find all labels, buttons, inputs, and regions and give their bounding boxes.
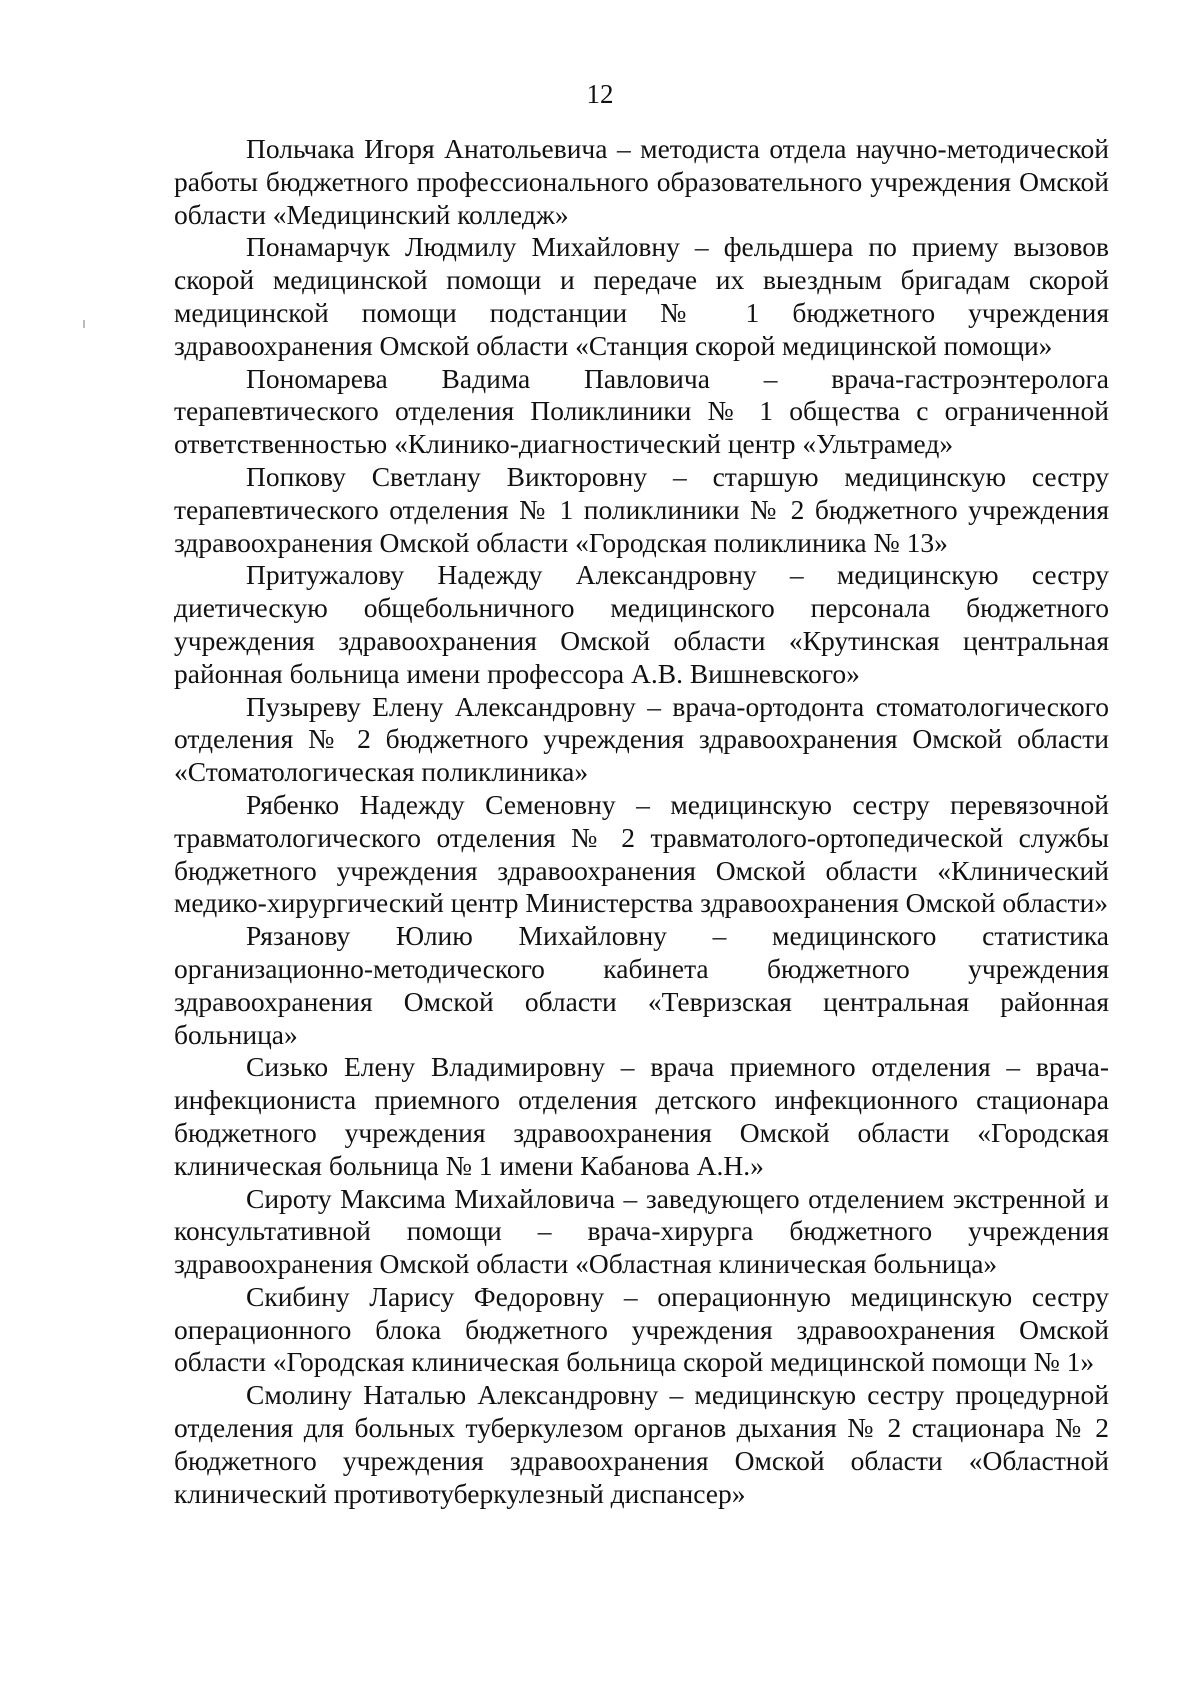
- page-number: 12: [586, 79, 614, 109]
- award-entry: Скибину Ларису Федоровну – операционную медицинскую сестру операционного блока бюджетного учреждения здравоохранения Омской области «Городская клиническая больница скорой медицинской помощи № 1»: [174, 1280, 1109, 1378]
- award-entry: Польчака Игоря Анатольевича – методиста отдела научно-методической работы бюджетного профессионального образовательного учреждения Омской области «Медицинский колледж»: [174, 133, 1109, 230]
- award-entry: Рябенко Надежду Семеновну – медицинскую сестру перевязочной травматологического отделения № 2 травматолого-ортопедической службы бюджетного учреждения здравоохранения Омской области «Клинический медико-хирургический центр Министерства здравоохранения Омской области»: [174, 788, 1109, 919]
- award-entry: Попкову Светлану Викторовну – старшую медицинскую сестру терапевтического отделения № 1 поликлиники № 2 бюджетного учреждения здравоохранения Омской области «Городская поликлиника № 13»: [174, 460, 1109, 558]
- award-entry: Смолину Наталью Александровну – медицинскую сестру процедурной отделения для больных туберкулезом органов дыхания № 2 стационара № 2 бюджетного учреждения здравоохранения Омской области «Областной клинический противотуберкулезный диспансер»: [174, 1379, 1109, 1509]
- award-entry: Притужалову Надежду Александровну – медицинскую сестру диетическую общебольничного медицинского персонала бюджетного учреждения здравоохранения Омской области «Крутинская центральная районная больница имени профессора А.В. Вишневского»: [174, 559, 1109, 689]
- award-entry: Понамарчук Людмилу Михайловну – фельдшера по приему вызовов скорой медицинской помощи и передаче их выездным бригадам скорой медицинской помощи подстанции № 1 бюджетного учреждения здравоохранения Омской области «Станция скорой медицинской помощи»: [174, 231, 1109, 361]
- document-body: [174, 133, 1109, 1510]
- award-entry: Сизько Елену Владимировну – врача приемного отделения – врача-инфекциониста приемного отделения детского инфекционного стационара бюджетного учреждения здравоохранения Омской области «Городская клиническая больница № 1 имени Кабанова А.Н.»: [174, 1051, 1109, 1181]
- award-entry: Рязанову Юлию Михайловну – медицинского статистика организационно-методического кабинета бюджетного учреждения здравоохранения Омской области «Тевризская центральная районная больница»: [174, 920, 1109, 1050]
- award-entry: Сироту Максима Михайловича – заведующего отделением экстренной и консультативной помощи – врача-хирурга бюджетного учреждения здравоохранения Омской области «Областная клиническая больница»: [174, 1182, 1109, 1280]
- award-entry: Пузыреву Елену Александровну – врача-ортодонта стоматологического отделения № 2 бюджетного учреждения здравоохранения Омской области «Стоматологическая поликлиника»: [174, 690, 1109, 788]
- award-entry: Пономарева Вадима Павловича – врача-гастроэнтеролога терапевтического отделения Поликлиники № 1 общества с ограниченной ответственностью «Клинико-диагностический центр «Ультрамед»: [174, 362, 1109, 460]
- margin-mark: [83, 320, 85, 328]
